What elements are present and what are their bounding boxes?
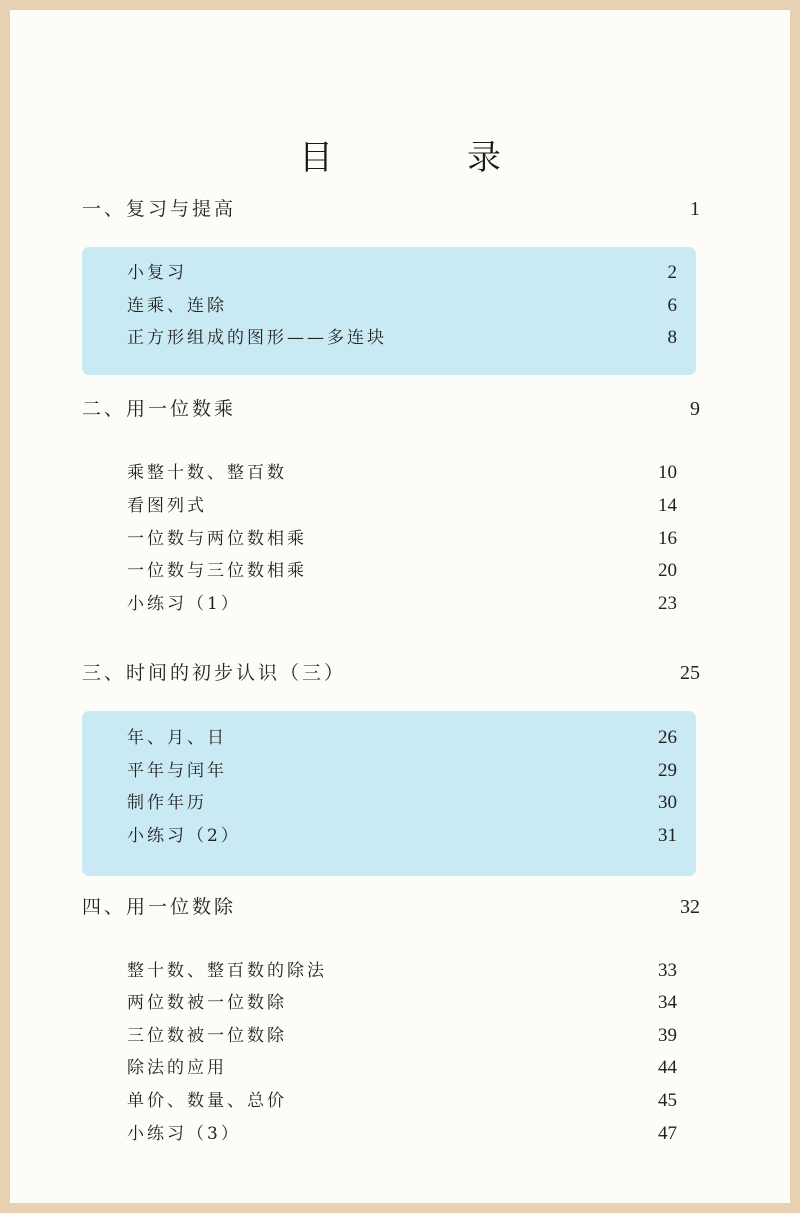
toc-entry: [127, 958, 677, 984]
entry-title: 制作年历: [127, 793, 207, 813]
entry-title: 小复习: [127, 263, 187, 283]
entry-title: 整十数、整百数的除法: [127, 961, 327, 981]
page-number: 2: [667, 262, 677, 283]
entry-title: 小练习（3）: [127, 1124, 241, 1144]
page-number: 6: [667, 295, 677, 316]
page-number: 31: [658, 825, 677, 846]
toc-entry: [127, 758, 677, 784]
toc-entry: [127, 1121, 677, 1147]
entry-title: 平年与闰年: [127, 761, 227, 781]
page-number: 34: [658, 992, 677, 1013]
toc-page: [10, 10, 790, 1203]
page-number: 47: [658, 1123, 677, 1144]
page-number: 30: [658, 792, 677, 813]
chapter-title: 一、复习与提高: [82, 198, 237, 220]
page-number: 1: [690, 198, 700, 220]
page-number: 29: [658, 760, 677, 781]
page-number: 8: [667, 327, 677, 348]
page-number: 26: [658, 727, 677, 748]
entry-title: 小练习（1）: [127, 594, 241, 614]
page-number: 25: [680, 662, 700, 684]
toc-entry: [127, 493, 677, 519]
entry-title: 连乘、连除: [127, 296, 227, 316]
entry-title: 小练习（2）: [127, 826, 241, 846]
page-number: 33: [658, 960, 677, 981]
entry-title: 单价、数量、总价: [127, 1091, 287, 1111]
toc-entry: [127, 460, 677, 486]
toc-entry: [127, 790, 677, 816]
entry-title: 两位数被一位数除: [127, 993, 287, 1013]
page-number: 14: [658, 495, 677, 516]
toc-entry: [127, 990, 677, 1016]
toc-entry: [127, 260, 677, 286]
toc-entry: [127, 1088, 677, 1114]
entry-title: 三位数被一位数除: [127, 1026, 287, 1046]
chapter-1-heading: [82, 194, 702, 224]
chapter-4-heading: [82, 892, 702, 922]
toc-entry: [127, 725, 677, 751]
page-number: 20: [658, 560, 677, 581]
chapter-2-heading: [82, 394, 702, 424]
entry-title: 除法的应用: [127, 1058, 227, 1078]
entry-title: 年、月、日: [127, 728, 227, 748]
entry-title: 乘整十数、整百数: [127, 463, 287, 483]
page-number: 9: [690, 398, 700, 420]
entry-title: 一位数与两位数相乘: [127, 529, 307, 549]
page-title: 目 录: [299, 138, 551, 178]
page-number: 45: [658, 1090, 677, 1111]
toc-entry: [127, 1023, 677, 1049]
page-number: 10: [658, 462, 677, 483]
chapter-title: 四、用一位数除: [82, 896, 237, 918]
toc-entry: [127, 591, 677, 617]
page-number: 44: [658, 1057, 677, 1078]
toc-entry: [127, 325, 677, 351]
chapter-title: 三、时间的初步认识（三）: [82, 662, 347, 684]
toc-entry: [127, 293, 677, 319]
page-number: 39: [658, 1025, 677, 1046]
chapter-title: 二、用一位数乘: [82, 398, 237, 420]
toc-entry: [127, 1055, 677, 1081]
toc-entry: [127, 823, 677, 849]
page-number: 23: [658, 593, 677, 614]
page-number: 32: [680, 896, 700, 918]
toc-entry: [127, 526, 677, 552]
entry-title: 正方形组成的图形——多连块: [127, 328, 387, 348]
entry-title: 看图列式: [127, 496, 207, 516]
toc-entry: [127, 558, 677, 584]
chapter-3-heading: [82, 658, 702, 688]
page-number: 16: [658, 528, 677, 549]
entry-title: 一位数与三位数相乘: [127, 561, 307, 581]
